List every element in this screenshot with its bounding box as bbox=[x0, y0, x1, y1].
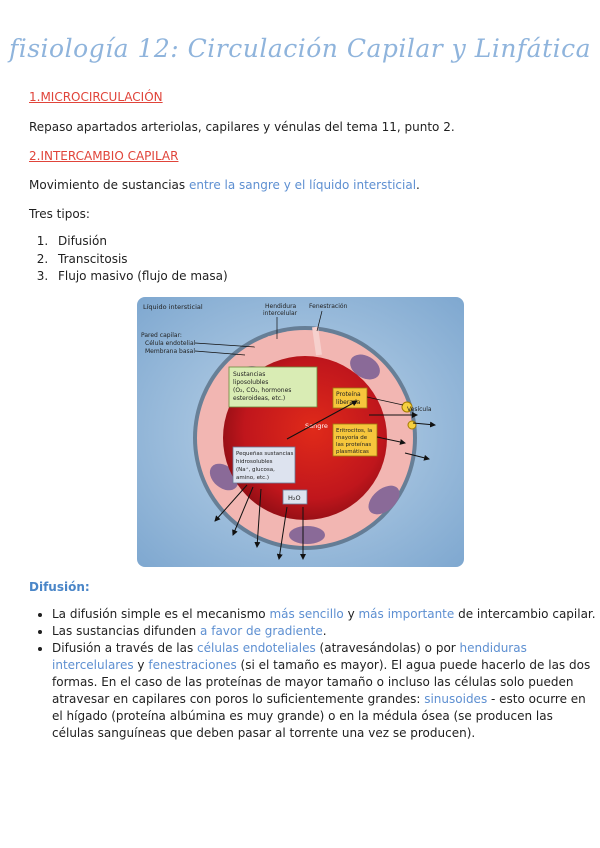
paragraph-tres-tipos: Tres tipos: bbox=[29, 207, 90, 221]
highlight: sinusoides bbox=[424, 692, 488, 706]
label-h2o: H₂O bbox=[288, 494, 301, 502]
label-pared: Pared capilar: bbox=[141, 332, 182, 339]
label-sangre: Sangre bbox=[305, 422, 328, 430]
text: Difusión a través de las bbox=[52, 641, 198, 655]
heading-difusion: Difusión: bbox=[29, 580, 90, 594]
label-lipo-2: liposolubles bbox=[233, 379, 269, 386]
label-lipo-4: esteroideas, etc.) bbox=[233, 395, 286, 402]
text: y bbox=[343, 607, 359, 621]
text: . bbox=[322, 624, 327, 638]
list-item-flujo-masivo: 3. Flujo masivo (flujo de masa) bbox=[52, 269, 228, 287]
capillary-diagram bbox=[137, 297, 464, 567]
label-hidro-4: amino, etc.) bbox=[236, 475, 270, 481]
text: La difusión simple es el mecanismo bbox=[52, 607, 270, 621]
label-hendidura-2: intercelular bbox=[263, 310, 298, 317]
highlight: células endoteliales bbox=[197, 641, 316, 655]
label-celula: Célula endotelial bbox=[145, 340, 196, 347]
label-liquido: Líquido intersticial bbox=[143, 303, 203, 311]
types-list bbox=[30, 234, 228, 287]
label-hidro-1: Pequeñas sustancias bbox=[236, 451, 294, 457]
text: y bbox=[133, 658, 149, 672]
highlight: hendiduras intercelulares bbox=[52, 641, 527, 672]
list-item bbox=[52, 640, 597, 742]
paragraph-repaso: Repaso apartados arteriolas, capilares y vénulas del tema 11, punto 2. bbox=[29, 120, 455, 134]
label-membrana: Membrana basal bbox=[145, 348, 196, 355]
label-proteina-2: liberada bbox=[336, 399, 361, 406]
label-hendidura-1: Hendidura bbox=[265, 303, 297, 310]
label-proteina-1: Proteína bbox=[336, 391, 361, 398]
highlight: más sencillo bbox=[269, 607, 344, 621]
label-eri-2: mayoría de bbox=[336, 435, 368, 441]
text-movimiento-pre: Movimiento de sustancias bbox=[29, 178, 189, 192]
highlight: fenestraciones bbox=[148, 658, 237, 672]
list-item-transcitosis: 2. Transcitosis bbox=[52, 252, 228, 270]
heading-intercambio-capilar: 2.INTERCAMBIO CAPILAR bbox=[29, 149, 179, 163]
fenestration bbox=[315, 327, 319, 355]
nucleus bbox=[289, 526, 325, 544]
text: de intercambio capilar. bbox=[454, 607, 596, 621]
difusion-list bbox=[30, 606, 597, 742]
text: Las sustancias difunden bbox=[52, 624, 201, 638]
list-item bbox=[52, 623, 597, 640]
label-lipo-1: Sustancias bbox=[233, 371, 266, 378]
list-item bbox=[52, 606, 597, 623]
label-eri-4: plasmáticas bbox=[336, 449, 369, 455]
highlight: más importante bbox=[358, 607, 455, 621]
paragraph-movimiento bbox=[29, 178, 420, 192]
highlight-sangre-liquido: entre la sangre y el líquido intersticial bbox=[188, 178, 417, 192]
list-item-difusion: 1. Difusión bbox=[52, 234, 228, 252]
label-vesicula: Vesícula bbox=[407, 406, 432, 413]
page-title: fisiología 12: Circulación Capilar y Linfática bbox=[8, 34, 592, 63]
label-eri-3: las proteínas bbox=[336, 442, 372, 448]
text: - esto ocurre en el hígado (proteína albúmina es muy grande) o en la médula ósea (se producen las células sanguíneas que deben pasar al torrente una vez se producen). bbox=[52, 692, 586, 740]
vesicle bbox=[408, 421, 416, 429]
label-fenestracion: Fenestración bbox=[309, 303, 348, 310]
text: (si el tamaño es mayor). El agua puede hacerlo de las dos formas. En el caso de las proteínas de mayor tamaño o incluso las células solo pueden atravesar en capilares con poros lo suficientemente grandes: bbox=[52, 658, 591, 706]
highlight: a favor de gradiente bbox=[200, 624, 323, 638]
label-lipo-3: (O₂, CO₂, hormones bbox=[233, 387, 292, 394]
text-movimiento-post: . bbox=[416, 178, 420, 192]
heading-microcirculacion: 1.MICROCIRCULACIÓN bbox=[29, 90, 163, 104]
label-hidro-3: (Na⁺, glucosa, bbox=[236, 467, 275, 473]
label-hidro-2: hidrosolubles bbox=[236, 459, 273, 465]
label-eri-1: Eritrocitos, la bbox=[336, 428, 373, 434]
text: (atravesándolas) o por bbox=[315, 641, 460, 655]
